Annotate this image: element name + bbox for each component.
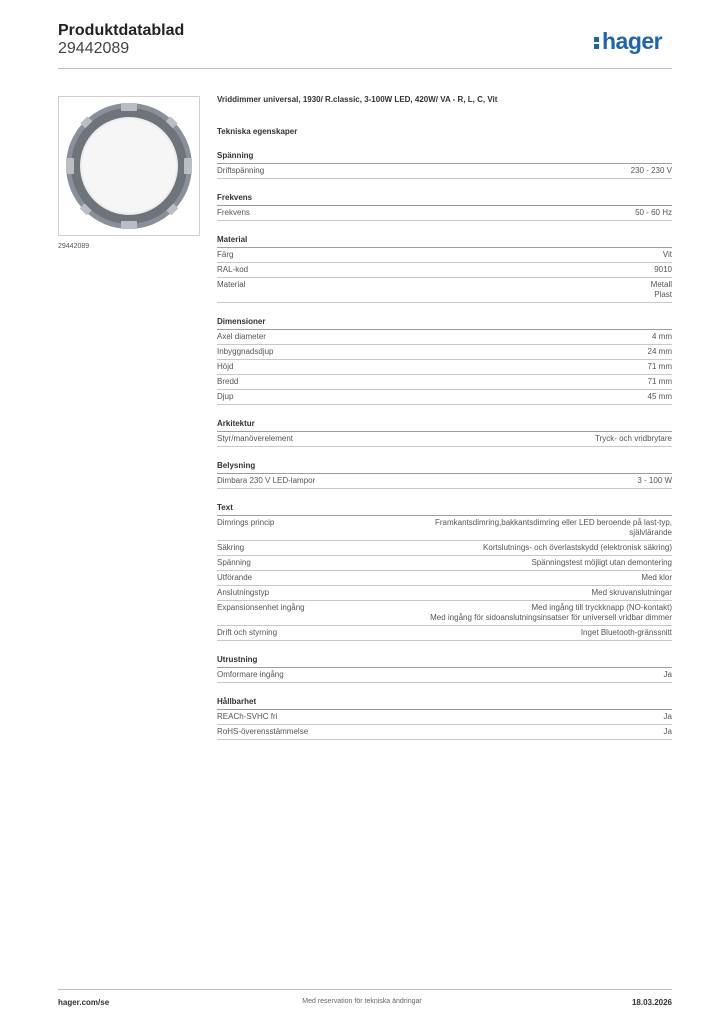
spec-row	[217, 345, 672, 360]
spec-section	[217, 235, 672, 303]
product-title: Vriddimmer universal, 1930/ R.classic, 3-100W LED, 420W/ VA - R, L, C, Vit	[217, 95, 498, 104]
spec-section	[217, 193, 672, 221]
spec-row	[217, 626, 672, 641]
spec-row	[217, 360, 672, 375]
spec-sections	[217, 151, 672, 740]
spec-value: Tryck- och vridbrytare	[594, 434, 672, 443]
section-title: Arkitektur	[217, 419, 672, 432]
spec-row	[217, 390, 672, 405]
spec-section	[217, 419, 672, 447]
spec-row	[217, 586, 672, 601]
spec-label: Inbyggnadsdjup	[217, 347, 274, 356]
section-title: Belysning	[217, 461, 672, 474]
spec-row	[217, 556, 672, 571]
spec-value: 9010	[654, 265, 672, 274]
spec-row	[217, 725, 672, 740]
spec-value: Ja	[663, 712, 672, 721]
spec-value: 45 mm	[647, 392, 672, 401]
spec-label: Spänning	[217, 558, 251, 567]
spec-value: Metall Plast	[650, 280, 672, 299]
spec-value: Kortslutnings- och överlastskydd (elektronisk säkring)	[483, 543, 672, 552]
spec-value: 50 - 60 Hz	[635, 208, 672, 217]
footer-website: hager.com/se	[58, 998, 110, 1007]
footer-disclaimer: Med reservation för tekniska ändringar	[302, 998, 422, 1005]
section-title: Material	[217, 235, 672, 248]
section-title: Hållbarhet	[217, 697, 672, 710]
spec-row	[217, 206, 672, 221]
logo-dots-icon	[594, 36, 600, 50]
spec-value: Spänningstest möjligt utan demontering	[531, 558, 672, 567]
spec-label: Säkring	[217, 543, 245, 552]
spec-label: Expansionsenhet ingång	[217, 603, 305, 612]
spec-value: Med skruvanslutningar	[591, 588, 672, 597]
spec-value: 4 mm	[652, 332, 672, 341]
spec-row	[217, 278, 672, 303]
product-number: 29442089	[58, 40, 130, 57]
spec-value: 71 mm	[647, 377, 672, 386]
spec-label: Driftspänning	[217, 166, 265, 175]
datasheet-content	[217, 95, 672, 754]
spec-label: Frekvens	[217, 208, 250, 217]
footer-date: 18.03.2026	[631, 998, 672, 1007]
spec-row	[217, 375, 672, 390]
spec-value: Vit	[662, 250, 672, 259]
spec-section	[217, 151, 672, 179]
spec-row	[217, 263, 672, 278]
spec-value: Med ingång till tryckknapp (NO-kontakt) Med ingång för sidoanslutningsinsatser för universell vridbar dimmer	[430, 603, 672, 622]
spec-value: 71 mm	[647, 362, 672, 371]
spec-row	[217, 432, 672, 447]
spec-label: Dimbara 230 V LED-lampor	[217, 476, 316, 485]
section-title: Frekvens	[217, 193, 672, 206]
spec-row	[217, 474, 672, 489]
spec-section	[217, 317, 672, 405]
hager-logo	[594, 28, 662, 55]
spec-row	[217, 601, 672, 626]
spec-value: 230 - 230 V	[630, 166, 672, 175]
spec-value: Inget Bluetooth-gränssnitt	[580, 628, 672, 637]
spec-row	[217, 516, 672, 541]
spec-row	[217, 668, 672, 683]
section-title: Dimensioner	[217, 317, 672, 330]
spec-label: Höjd	[217, 362, 234, 371]
spec-value: Framkantsdimring,bakkantsdimring eller LED beroende på last-typ, självlärande	[435, 518, 672, 537]
spec-row	[217, 330, 672, 345]
section-title: Spänning	[217, 151, 672, 164]
tech-heading: Tekniska egenskaper	[217, 127, 298, 136]
spec-section	[217, 461, 672, 489]
spec-row	[217, 541, 672, 556]
page-title: Produktdatablad	[58, 22, 185, 39]
spec-value: 24 mm	[647, 347, 672, 356]
spec-value: Med klor	[641, 573, 672, 582]
spec-label: Utförande	[217, 573, 253, 582]
spec-label: RoHS-överensstämmelse	[217, 727, 309, 736]
spec-label: Bredd	[217, 377, 239, 386]
spec-label: Axel diameter	[217, 332, 266, 341]
spec-row	[217, 571, 672, 586]
spec-section	[217, 697, 672, 740]
spec-value: Ja	[663, 727, 672, 736]
spec-row	[217, 248, 672, 263]
product-image	[58, 96, 200, 236]
logo-text: hager	[602, 28, 663, 54]
spec-value: 3 - 100 W	[637, 476, 672, 485]
spec-label: Material	[217, 280, 246, 289]
section-title: Text	[217, 503, 672, 516]
spec-label: Anslutningstyp	[217, 588, 270, 597]
image-caption: 29442089	[58, 243, 90, 250]
spec-label: Styr/manöverelement	[217, 434, 294, 443]
spec-label: Dimrings princip	[217, 518, 275, 527]
spec-label: REACh-SVHC fri	[217, 712, 278, 721]
footer-divider	[58, 989, 672, 990]
spec-label: Drift och styrning	[217, 628, 278, 637]
spec-label: Djup	[217, 392, 234, 401]
spec-label: Omformare ingång	[217, 670, 284, 679]
spec-section	[217, 503, 672, 641]
spec-value: Ja	[663, 670, 672, 679]
header-divider	[58, 68, 672, 69]
spec-row	[217, 164, 672, 179]
dimmer-ring-icon	[59, 97, 199, 235]
section-title: Utrustning	[217, 655, 672, 668]
spec-label: Färg	[217, 250, 234, 259]
spec-label: RAL-kod	[217, 265, 249, 274]
spec-section	[217, 655, 672, 683]
spec-row	[217, 710, 672, 725]
